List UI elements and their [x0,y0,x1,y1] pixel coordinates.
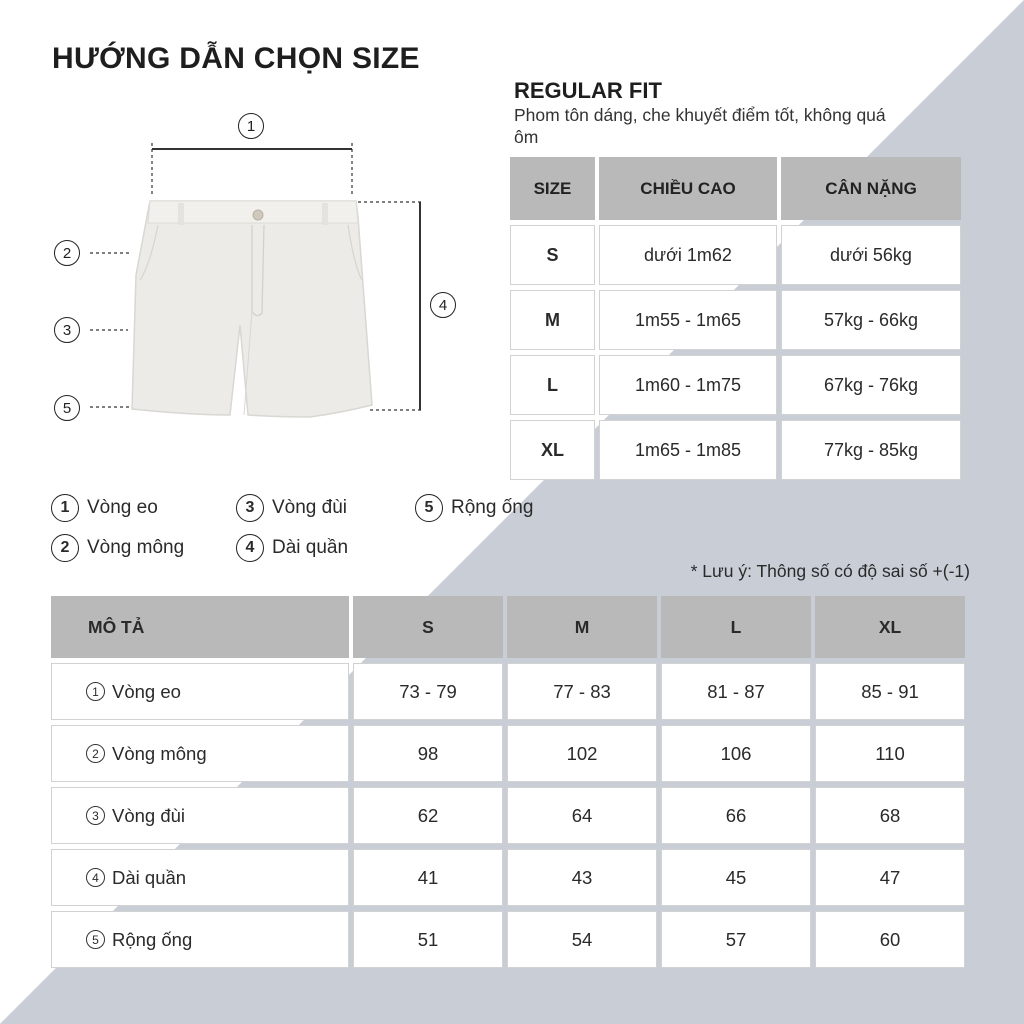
header-size-s: S [353,596,503,658]
measure-name: Rộng ống [112,928,193,950]
measure-label [51,911,349,968]
measure-name: Vòng mông [112,742,207,764]
shorts-illustration [40,105,480,435]
measure-name: Vòng đùi [112,804,186,826]
size-label: L [510,355,595,415]
height-value: 1m65 - 1m85 [599,420,777,480]
marker-2: 2 [54,240,80,266]
table-row [510,420,962,480]
cell-s: 73 - 79 [353,663,503,720]
marker-4: 4 [430,292,456,318]
height-value: 1m60 - 1m75 [599,355,777,415]
legend-item [51,494,158,522]
size-label: XL [510,420,595,480]
legend-number: 2 [51,534,79,562]
measurement-table-header [51,596,967,658]
table-row [510,355,962,415]
legend-label: Vòng mông [87,537,185,558]
measure-label [51,849,349,906]
measure-number: 2 [86,744,105,763]
page-title: HƯỚNG DẪN CHỌN SIZE [52,42,420,75]
cell-xl: 47 [815,849,965,906]
table-row [51,849,967,906]
table-row [51,911,967,968]
table-row [51,787,967,844]
shorts-diagram [40,105,480,435]
legend-label: Vòng eo [87,497,158,518]
measure-name: Vòng eo [112,680,181,702]
weight-value: dưới 56kg [781,225,961,285]
size-label: M [510,290,595,350]
cell-m: 43 [507,849,657,906]
cell-xl: 110 [815,725,965,782]
cell-m: 54 [507,911,657,968]
legend-number: 3 [236,494,264,522]
header-height: CHIỀU CAO [599,157,777,220]
weight-value: 57kg - 66kg [781,290,961,350]
size-table [510,157,962,485]
marker-3: 3 [54,317,80,343]
legend-number: 5 [415,494,443,522]
cell-m: 77 - 83 [507,663,657,720]
measure-name: Dài quần [112,866,187,888]
legend-item [51,534,184,562]
cell-l: 45 [661,849,811,906]
legend-number: 4 [236,534,264,562]
header-size-l: L [661,596,811,658]
legend-item [236,494,347,522]
header-description: MÔ TẢ [51,596,349,658]
cell-xl: 68 [815,787,965,844]
legend-item [415,494,533,522]
table-row [51,725,967,782]
measure-label [51,663,349,720]
cell-xl: 60 [815,911,965,968]
header-size: SIZE [510,157,595,220]
tolerance-note: * Lưu ý: Thông số có độ sai số +(-1) [690,561,970,581]
cell-s: 62 [353,787,503,844]
height-value: 1m55 - 1m65 [599,290,777,350]
legend-label: Rộng ống [451,497,534,518]
legend-number: 1 [51,494,79,522]
fit-description: Phom tôn dáng, che khuyết điểm tốt, không quá ôm [514,105,886,147]
cell-l: 106 [661,725,811,782]
height-value: dưới 1m62 [599,225,777,285]
table-row [51,663,967,720]
cell-s: 51 [353,911,503,968]
marker-5: 5 [54,395,80,421]
fit-title: REGULAR FIT [514,78,662,103]
cell-l: 57 [661,911,811,968]
size-label: S [510,225,595,285]
measure-number: 4 [86,868,105,887]
size-table-header [510,157,962,220]
header-weight: CÂN NẶNG [781,157,961,220]
measure-label [51,787,349,844]
cell-m: 102 [507,725,657,782]
table-row [510,225,962,285]
marker-1: 1 [238,113,264,139]
header-size-m: M [507,596,657,658]
measure-number: 5 [86,930,105,949]
cell-xl: 85 - 91 [815,663,965,720]
weight-value: 77kg - 85kg [781,420,961,480]
cell-s: 41 [353,849,503,906]
weight-value: 67kg - 76kg [781,355,961,415]
measure-label [51,725,349,782]
cell-m: 64 [507,787,657,844]
header-size-xl: XL [815,596,965,658]
cell-l: 66 [661,787,811,844]
measure-number: 1 [86,682,105,701]
measurement-table [51,596,967,973]
legend-label: Dài quần [272,537,349,558]
table-row [510,290,962,350]
cell-s: 98 [353,725,503,782]
legend-label: Vòng đùi [272,497,348,518]
cell-l: 81 - 87 [661,663,811,720]
legend-item [236,534,348,562]
measure-number: 3 [86,806,105,825]
